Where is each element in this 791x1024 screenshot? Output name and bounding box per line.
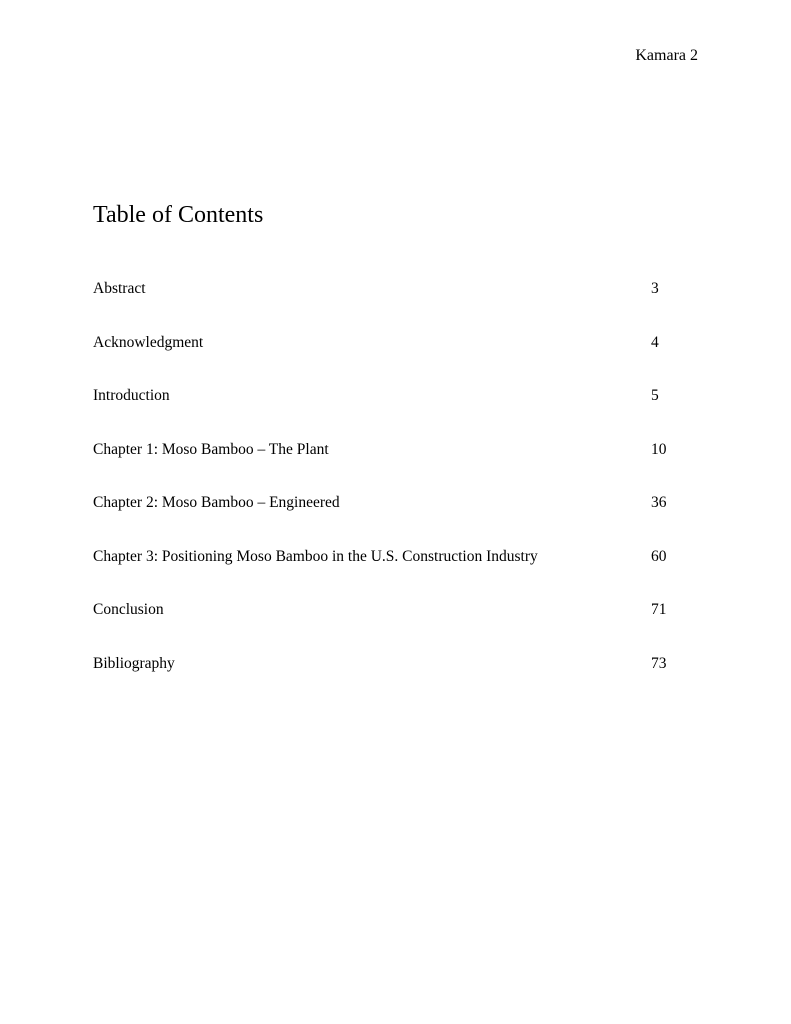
- running-header: Kamara 2: [635, 47, 698, 64]
- toc-entry-label: Chapter 1: Moso Bamboo – The Plant: [93, 440, 329, 458]
- toc-entry-abstract[interactable]: [93, 279, 693, 333]
- toc-entry-label: Acknowledgment: [93, 333, 204, 351]
- toc-entry-page-number: 10: [651, 440, 667, 458]
- table-of-contents: [93, 279, 693, 707]
- toc-entry-label: Chapter 3: Positioning Moso Bamboo in the U.S. Construction Industry: [93, 547, 538, 565]
- toc-entry-label: Introduction: [93, 387, 170, 404]
- toc-entry-page-number: 71: [651, 601, 667, 618]
- toc-entry-introduction[interactable]: [93, 386, 693, 440]
- toc-entry-page-number: 73: [651, 654, 667, 672]
- toc-entry-page-number: 60: [651, 547, 667, 565]
- toc-entry-conclusion[interactable]: [93, 600, 693, 654]
- toc-entry-page-number: 3: [651, 280, 659, 297]
- toc-entry-page-number: 4: [651, 333, 659, 351]
- page-title: Table of Contents: [93, 202, 264, 228]
- toc-entry-acknowledgment[interactable]: [93, 333, 693, 387]
- toc-entry-label: Conclusion: [93, 601, 164, 618]
- toc-entry-label: Chapter 2: Moso Bamboo – Engineered: [93, 494, 340, 511]
- toc-entry-chapter-1[interactable]: [93, 440, 693, 494]
- toc-entry-chapter-3[interactable]: [93, 547, 693, 601]
- toc-entry-page-number: 5: [651, 387, 659, 404]
- toc-entry-label: Abstract: [93, 280, 146, 297]
- toc-entry-bibliography[interactable]: [93, 654, 693, 708]
- toc-entry-label: Bibliography: [93, 654, 175, 672]
- toc-entry-chapter-2[interactable]: [93, 493, 693, 547]
- toc-entry-page-number: 36: [651, 494, 667, 511]
